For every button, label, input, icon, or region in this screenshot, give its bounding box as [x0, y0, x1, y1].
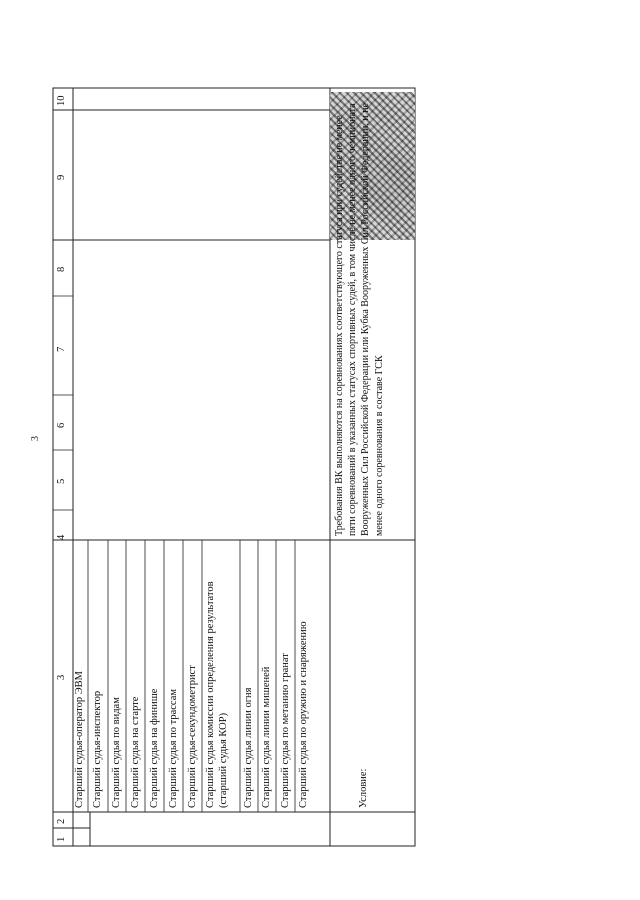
table-row: Старший судья линии мишеней	[261, 666, 272, 808]
table-row: Старший судья линии огня	[243, 687, 254, 808]
column-header-6: 6	[56, 422, 67, 428]
condition-text: Требования ВК выполняются на соревнованиях соответствующего статуса при судействе не менее пяти соревнований в указанных статусах спортивных судей, в том числе не менее одного чемпионата Вооруженных Сил Российской Федерации или Кубка Вооруженных Сил Российской Федерации, и не менее одного соревнования в составе ГСК	[334, 103, 385, 536]
column-header-10: 10	[56, 95, 67, 106]
table-row: Старший судья по трассам	[168, 688, 179, 808]
column-header-3: 3	[56, 674, 67, 680]
column-header-4: 4	[56, 534, 67, 540]
column-header-9: 9	[56, 174, 67, 180]
table-row: Старший судья по метанию гранат	[280, 653, 291, 808]
table-row: Старший судья на финише	[149, 688, 160, 808]
column-header-5: 5	[56, 478, 67, 484]
table-row: Старший судья по оружию и снаряжению	[298, 621, 309, 808]
table-row: Старший судья-оператор ЭВМ	[74, 670, 85, 808]
table-row: Старший судья-секундометрист	[187, 665, 198, 808]
column-header-7: 7	[56, 346, 67, 352]
column-header-8: 8	[56, 266, 67, 272]
condition-label: Условие:	[358, 768, 369, 808]
table-row: Старший судья по видам	[111, 697, 122, 808]
page-number: 3	[30, 436, 41, 441]
column-header-1: 1	[56, 836, 67, 842]
table-row: Старший судья комиссии определения результатов (старший судья КОР)	[205, 581, 229, 808]
column-header-2: 2	[56, 818, 67, 824]
table-row: Старший судья на старте	[130, 696, 141, 808]
table-row: Старший судья-инспектор	[92, 690, 103, 808]
